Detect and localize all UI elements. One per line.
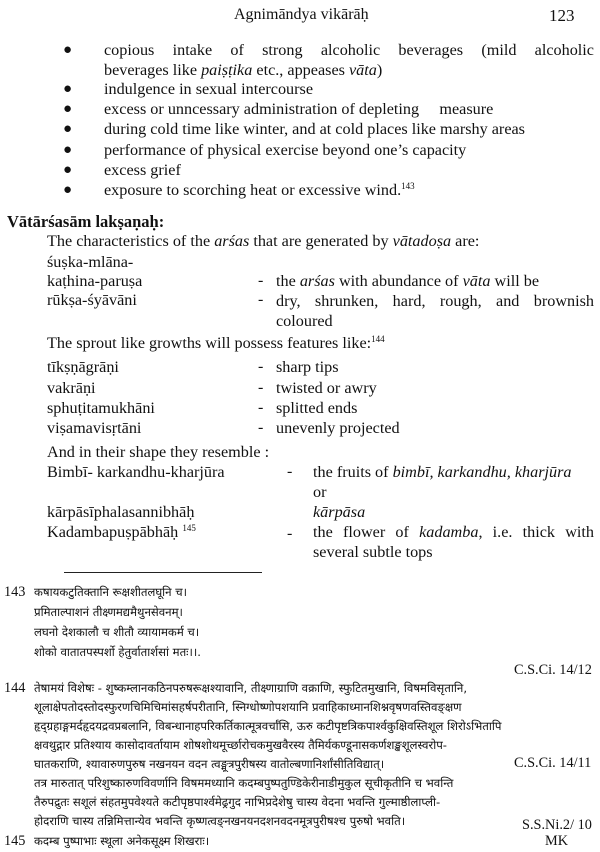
term: kārpāsīphalasannibhāḥ <box>47 503 195 521</box>
description: kārpāsa <box>313 503 366 521</box>
term: śuṣka-mlāna- <box>47 253 134 271</box>
bullet-icon: ● <box>63 182 73 198</box>
watermark: MK <box>545 833 569 849</box>
sprout-intro: The sprout like growths will possess features like:$^{144}$ <box>47 334 385 352</box>
dash: - <box>287 525 293 542</box>
citation: S.S.Ni.2/ 10 <box>522 817 592 833</box>
or-text: or <box>313 483 327 501</box>
term: Kadambapuṣpābhāḥ $^{145}$ <box>47 523 196 541</box>
dash: - <box>287 463 293 480</box>
footnote-line: कदम्ब पुष्पाभाः स्थूला अनेकसूक्ष्म शिखराः। <box>34 834 210 848</box>
list-item: ● during cold time like winter, and at cold places like marshy areas <box>63 120 525 138</box>
dash: - <box>258 291 264 308</box>
footnote-number: 144 <box>4 680 26 696</box>
dash: - <box>258 419 264 436</box>
description: the flower of kadamba, i.e. thick with <box>313 523 594 541</box>
list-item: ● indulgence in sexual intercourse <box>63 80 314 98</box>
description: dry, shrunken, hard, rough, and brownish coloured <box>276 292 594 330</box>
list-item: ● excess or unncessary administration of depleting measure <box>63 100 494 118</box>
description: twisted or awry <box>276 379 377 397</box>
footnote-number: 143 <box>4 584 26 600</box>
footnote-line: घातकराणि, श्यावारुणपुरुष नखनयन वदन त्वङ्मूत्रपुरीषस्य वातोल्बणानिर्शांसीतिविद्यात्। <box>34 757 385 771</box>
running-title: Agnimāndya vikārāḥ <box>234 6 369 23</box>
description: sharp tips <box>276 358 339 376</box>
footnote-line: तत्र मारुतात् परिशुष्कारुणविवर्णानि विषममध्यानि कदम्बपुष्पतुण्डिकेरीनाडीमुकुल सूचीकृतीनि च भवन्ति <box>34 776 454 790</box>
dash: - <box>258 358 264 375</box>
footnote-line: तेषामयं विशेषः - शुष्कम्लानकठिनपरुषरूक्षश्यावानि, तीक्ष्णाग्राणि वक्राणि, स्फुटितमुखानि, विषमविसृतानि, <box>34 681 467 695</box>
term: vakrāṇi <box>47 379 96 397</box>
term: rūkṣa-śyāvāni <box>47 291 137 309</box>
citation: C.S.Ci. 14/11 <box>514 755 592 771</box>
term: Bimbī- karkandhu-kharjūra <box>47 463 225 481</box>
list-item: ● copious intake of strong alcoholic beverages (mild alcoholic beverages like paiṣṭika etc., appeases vāta) <box>63 41 594 79</box>
dash: - <box>258 399 264 416</box>
footnote-line: शोको वातातपस्पर्शो हेतुर्वातार्शसां मतः।।. <box>34 645 201 659</box>
bullet-icon: ● <box>63 81 73 97</box>
footnote-line: शूलाक्षेपतोदस्तोदस्फुरणचिमिचिमांसहर्षपरीतानि, स्निग्धोष्णोपशयानि प्रवाहिकाध्मानशिश्नवृषणवस्तिवङ्क्षण <box>34 700 462 714</box>
description: unevenly projected <box>276 419 400 437</box>
description: the arśas with abundance of vāta will be <box>276 272 540 290</box>
shape-intro: And in their shape they resemble : <box>47 443 270 461</box>
dash: - <box>258 379 264 396</box>
footnote-line: प्रमिताल्पाशनं तीक्ष्णमद्यमैथुनसेवनम्। <box>34 605 183 619</box>
description-cont: several subtle tops <box>313 543 433 561</box>
footnote-line: होदराणि चास्य तन्निमित्तान्येव भवन्ति कृष्णत्वङ्नखनयनदशनवदनमूत्रपुरीषश्च पुरुषो भवति। <box>34 814 406 828</box>
bullet-icon: ● <box>63 101 73 117</box>
description: the fruits of bimbī, karkandhu, kharjūra <box>313 463 572 481</box>
bullet-icon: ● <box>63 121 73 137</box>
bullet-icon: ● <box>63 142 73 158</box>
term: sphuṭitamukhāni <box>47 399 155 417</box>
page-number: 123 <box>549 6 575 25</box>
footnote-line: तैरुपद्रुतः सशूलं संहतमुपवेश्यते कटीपृष्ठपार्श्वमेढ्रगुद नाभिप्रदेशेषु चास्य वेदना भवन्ति गुल्माष्ठीलाप्ली- <box>34 795 441 809</box>
footnote-line: हृद्ग्रहाङ्गमर्दहृदयद्रवप्रबलानि, विबन्धानाहपरिकर्तिकात्मूत्रवर्चांसि, ऊरु कटीपृष्टत्रिकपार्श्वकुक्षिवस्तिशूल शिरोऽभितापि <box>34 719 502 733</box>
intro-paragraph: The characteristics of the arśas that are generated by vātadoṣa are: <box>47 232 480 250</box>
footnote-rule <box>64 572 262 573</box>
list-item: ● exposure to scorching heat or excessive wind.$^{143}$ <box>63 181 415 199</box>
term: tīkṣṇāgrāṇi <box>47 358 119 376</box>
bullet-icon: ● <box>63 162 73 178</box>
list-item: ● performance of physical exercise beyond one’s capacity <box>63 141 467 159</box>
footnote-number: 145 <box>4 833 26 849</box>
term: kaṭhina-paruṣa <box>47 272 143 290</box>
footnote-line: कषायकटुतिक्तानि रूक्षशीतलघूनि च। <box>34 585 188 599</box>
section-heading: Vātārśasām lakṣaṇaḥ: <box>7 212 165 231</box>
dash: - <box>258 272 264 289</box>
footnote-line: क्षवथुद्गार प्रतिश्याय कासोदावर्तायाम शोषशोथमूर्च्छारोचकमुखवैरस्य तैमिर्यकण्डूनासकर्णशङ्खशूलस्वरोप- <box>34 738 447 752</box>
term: viṣamavisṛtāni <box>47 419 142 437</box>
footnote-line: लघनो देशकालौ च शीतौ व्यायामकर्म च। <box>34 625 200 639</box>
list-item: ● excess grief <box>63 161 181 179</box>
description: splitted ends <box>276 399 358 417</box>
bullet-icon: ● <box>63 42 73 58</box>
citation: C.S.Ci. 14/12 <box>514 662 592 678</box>
